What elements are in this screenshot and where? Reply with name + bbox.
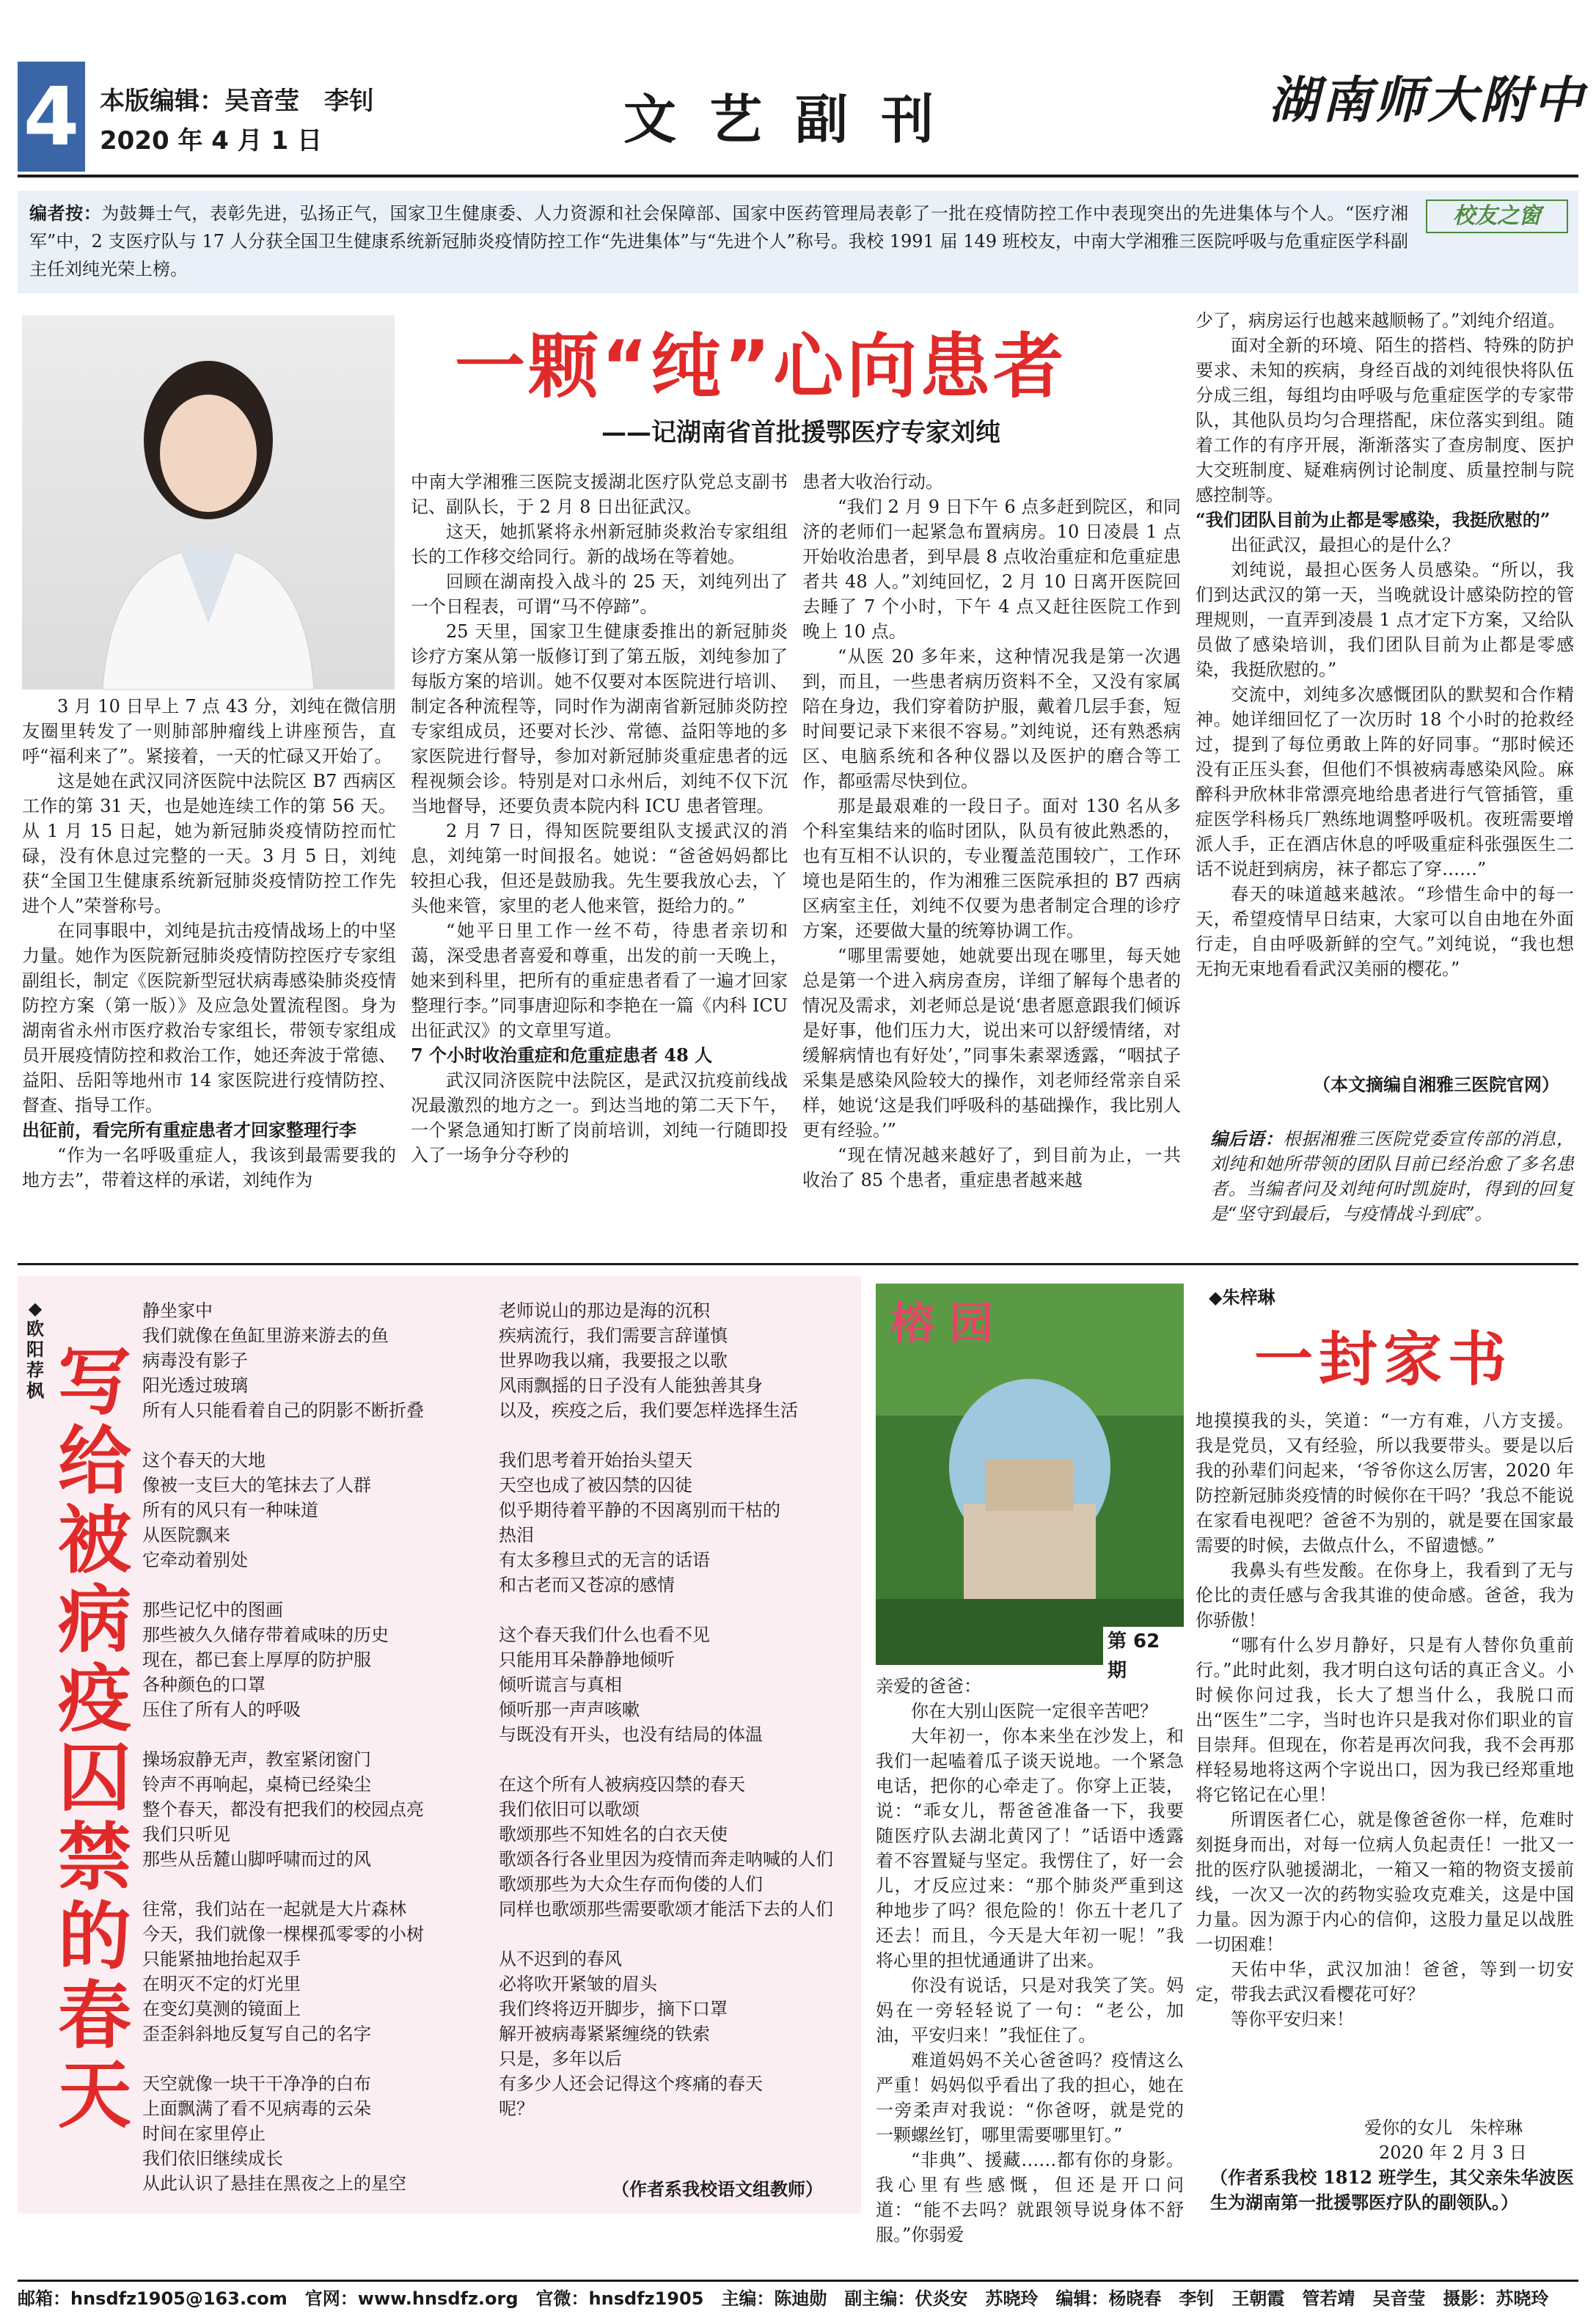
poem-line: 与既没有开头，也没有结局的体温 [499, 1724, 763, 1745]
paragraph: “现在情况越来越好了，到目前为止，一共收治了 85 个患者，重症患者越来越 [802, 1145, 1181, 1190]
poem-line: 热泪 [499, 1525, 534, 1545]
poem-line: 在明灭不定的灯光里 [142, 1974, 301, 1994]
doctor-portrait-image [22, 315, 395, 689]
paragraph: “我们 2 月 9 日下午 6 点多赶到院区，和同济的老师们一起紧急布置病房。10 日凌晨 1 点开始收治患者，到早晨 8 点收治重症和危重症患者共 48 人。”刘纯回忆，2 月 10 日离开医院回去睡了 7 个小时，下午 4 点又赶往医院工作到晚上 10 点。 [802, 497, 1181, 642]
paragraph: 回顾在湖南投入战斗的 25 天，刘纯列出了一个日程表，可谓“马不停蹄”。 [411, 571, 788, 617]
poem-stanza [142, 1597, 494, 1722]
poem-line: 疾病流行，我们需要言辞谨慎 [499, 1325, 728, 1346]
letter-title-box [1210, 1320, 1574, 1401]
letter-sign-name: 爱你的女儿 朱梓琳 [1364, 2117, 1523, 2138]
paragraph: 患者大收治行动。 [802, 472, 943, 492]
letter-note: （作者系我校 1812 班学生，其父亲朱华波医生为湖南第一批援鄂医疗队的副领队。） [1210, 2167, 1574, 2213]
poem-stanza [499, 1448, 858, 1597]
diamond-icon: ◆ [28, 1298, 43, 1319]
poem-line: 时间在家里停止 [142, 2123, 266, 2144]
poem-line: 只是，多年以后 [499, 2049, 622, 2069]
editors: 本版编辑：吴音莹 李钊 [100, 87, 374, 116]
poem-line: 同样也歌颂那些需要歌颂才能活下去的人们 [499, 1899, 833, 1919]
section-divider [18, 1263, 1578, 1265]
photo-caption-title: 榕园 [890, 1298, 1008, 1350]
editor-note-text [29, 200, 1408, 283]
paragraph: 25 天里，国家卫生健康委推出的新冠肺炎诊疗方案从第一版修订到了第五版，刘纯参加了每版方案的培训。她不仅要对本医院进行培训、制定各种流程等，同时作为湖南省新冠肺炎防控专家组成员，还要对长沙、常德、益阳等地的多家医院进行督导，参加对新冠肺炎重症患者的远程视频会诊。特别是对口永州后，刘纯不仅下沉当地督导，还要负责本院内科 ICU 患者管理。 [411, 621, 788, 816]
paragraph: 在同事眼中，刘纯是抗击疫情战场上的中坚力量。她作为医院新冠肺炎疫情防控医疗专家组副组长，制定《医院新型冠状病毒感染肺炎疫情防控方案（第一版）》及应急处置流程图。身为湖南省永州市医疗救治专家组长，带领专家组成员开展疫情防控和救治工作，她还奔波于常德、益阳、岳阳等地州市 14 家医院进行疫情防控、督查、指导工作。 [22, 920, 396, 1116]
poem-line: 压住了所有人的呼吸 [142, 1699, 301, 1720]
paragraph: “从医 20 多年来，这种情况我是第一次遇到，而且，一些患者病历资料不全，又没有家属陪在身边，我们穿着防护服，戴着几层手套，短时间要记录下来很不容易。”刘纯说，还有熟悉病区、电脑系统和各种仪器以及医护的磨合等工作，都亟需尽快到位。 [802, 646, 1181, 791]
poem-line: 和古老而又苍凉的感情 [499, 1575, 675, 1595]
poem-col-2 [499, 1298, 858, 2146]
poem-line: 有多少人还会记得这个疼痛的春天 [499, 2073, 763, 2094]
masthead [0, 0, 1596, 183]
poem-line: 操场寂静无声，教室紧闭窗门 [142, 1749, 371, 1770]
poem-line: 只能用耳朵静静地倾听 [499, 1650, 675, 1670]
letter-author [1209, 1285, 1275, 1310]
poem-line: 这个春天我们什么也看不见 [499, 1625, 710, 1645]
paragraph: “哪有什么岁月静好，只是有人替你负重前行。”此时此刻，我才明白这句话的真正含义。小时候你问过我，长大了想当什么，我脱口而出“医生”二字，当时也许只是我对你们职业的盲目崇拜。但现在，你若是再次问我，我不会再那样轻易地将这两个字说出口，因为我已经郑重地将它铭记在心里！ [1196, 1635, 1574, 1805]
poem-line: 这个春天的大地 [142, 1450, 266, 1471]
poem-line: 世界吻我以痛，我要报之以歌 [499, 1350, 728, 1371]
poem-line: 我们依旧可以歌颂 [499, 1799, 640, 1820]
paragraph: 中南大学湘雅三医院支援湖北医疗队党总支副书记、副队长，于 2 月 8 日出征武汉。 [411, 472, 788, 517]
poem-line: 有太多穆旦式的无言的话语 [499, 1550, 710, 1570]
poem-line: 现在，都已套上厚厚的防护服 [142, 1650, 371, 1670]
poem-line: 上面飘满了看不见病毒的云朵 [142, 2098, 371, 2119]
poem-line: 我们思考着开始抬头望天 [499, 1450, 692, 1471]
postscript-label: 编后语： [1210, 1128, 1284, 1149]
poem-line: 我们只听见 [142, 1824, 230, 1845]
paragraph: 那是最艰难的一段日子。面对 130 名从多个科室集结来的临时团队，队员有彼此熟悉的，也有互相不认识的，专业覆盖范围较广，工作环境也是陌生的，作为湘雅三医院承担的 B7 西病区病室主任，刘纯不仅要为患者制定合理的诊疗方案，还要做大量的统筹协调工作。 [802, 796, 1181, 941]
poem-author [22, 1298, 48, 1401]
poem-line: 所有人只能看着自己的阴影不断折叠 [142, 1400, 424, 1421]
poem-stanza [142, 1298, 494, 1423]
poem-line: 只能紧抽地抬起双手 [142, 1949, 301, 1969]
section-heading: “我们团队目前为止都是零感染，我挺欣慰的” [1196, 509, 1551, 530]
paragraph: 交流中，刘纯多次感慨团队的默契和合作精神。她详细回忆了一次历时 18 个小时的抢救经过，提到了每位勇敢上阵的好同事。“那时候还没有正压头套，但他们不惧被病毒感染风险。麻醉科尹欣林非常漂亮地给患者进行气管插管，重症医学科杨兵厂熟练地调整呼吸机。夜班需要增派人手，正在酒店休息的呼吸重症科张强医生二话不说赶到病房，袜子都忘了穿……” [1196, 684, 1574, 879]
paragraph: 出征武汉，最担心的是什么？ [1231, 535, 1460, 555]
paragraph: 刘纯说，最担心医务人员感染。“所以，我们到达武汉的第一天，当晚就设计感染防控的管理规则，一直弄到凌晨 1 点才定下方案，又给队员做了感染培训，我们团队目前为止都是零感染，我挺欣慰的。” [1196, 560, 1574, 680]
issue-number: 第 62 期 [1103, 1627, 1184, 1685]
paragraph: 大年初一，你本来坐在沙发上，和我们一起嗑着瓜子谈天说地。一个紧急电话，把你的心牵走了。你穿上正装，说：“乖女儿，帮爸爸准备一下，我要随医疗队去湖北黄冈了！”话语中透露着不容置疑与坚定。我愣住了，好一会儿，才反应过来：“那个肺炎严重到这种地步了吗？很危险的！你五十老几了还去！而且，今天是大年初一呢！”我将心里的担忧通通讲了出来。 [876, 1726, 1184, 1971]
poem-line: 从此认识了悬挂在黑夜之上的星空 [142, 2173, 406, 2194]
poem-line: 像被一支巨大的笔抹去了人群 [142, 1475, 371, 1496]
paragraph: 面对全新的环境、陌生的搭档、特殊的防护要求、未知的疾病，身经百战的刘纯很快将队伍分成三组，每组均由呼吸与危重症医学的专家带队，其他队员均匀合理搭配，床位落实到组。随着工作的有序开展，渐渐落实了查房制度、医护大交班制度、疑难病例讨论制度、质量控制与院感控制等。 [1196, 335, 1574, 505]
poem-stanza [499, 1298, 858, 1423]
poem-line: 它牵动着别处 [142, 1550, 248, 1570]
poem-stanza [142, 2071, 494, 2196]
poem-col-1 [142, 1298, 494, 2221]
section-title: 文 艺 副 刊 [623, 88, 942, 150]
masthead-rule [18, 175, 1578, 177]
poem-line: 那些从岳麓山脚呼啸而过的风 [142, 1849, 371, 1870]
paragraph: 你在大别山医院一定很辛苦吧？ [911, 1701, 1157, 1721]
article-title: 一颗“纯”心向患者 [455, 326, 1067, 408]
poem-line: 歌颂那些不知姓名的白衣天使 [499, 1824, 728, 1845]
section-heading: 7 个小时收治重症和危重症患者 48 人 [411, 1044, 713, 1066]
poem-line: 各种颜色的口罩 [142, 1674, 266, 1695]
letter-sign-date: 2020 年 2 月 3 日 [1379, 2142, 1527, 2163]
paragraph: 3 月 10 日早上 7 点 43 分，刘纯在微信朋友圈里转发了一则肺部肿瘤线上讲座预告，直呼“福利来了”。紧接着，一天的忙碌又开始了。 [22, 696, 396, 766]
poem-line: 必将吹开紧皱的眉头 [499, 1974, 657, 1994]
poem-line: 整个春天，都没有把我们的校园点亮 [142, 1799, 424, 1820]
poem-line: 静坐家中 [142, 1300, 213, 1321]
paragraph: “哪里需要她，她就要出现在哪里，每天她总是第一个进入病房查房，详细了解每个患者的情况及需求，刘老师总是说‘患者愿意跟我们倾诉是好事，他们压力大，说出来可以舒缓情绪，对缓解病情也有好处’，”同事朱素翠透露，“咽拭子采集是感染风险较大的操作，刘老师经常亲自采样，她说‘这是我们呼吸科的基础操作，我比别人更有经验。’” [802, 945, 1181, 1141]
poem-line: 在变幻莫测的镜面上 [142, 1999, 301, 2019]
poem-stanza [499, 1772, 858, 1922]
letter-col-right [1196, 1408, 1574, 2032]
paragraph: 等你平安归来！ [1231, 2009, 1354, 2029]
paragraph: 少了，病房运行也越来越顺畅了。”刘纯介绍道。 [1196, 310, 1566, 331]
letter-title: 一封家书 [1254, 1325, 1512, 1394]
diamond-icon: ◆ [1209, 1287, 1223, 1308]
postscript-body: 根据湘雅三医院党委宣传部的消息，刘纯和她所带领的团队目前已经治愈了多名患者。当编者问及刘纯何时凯旋时，得到的回复是“坚守到最后，与疫情战斗到底”。 [1210, 1129, 1575, 1224]
paragraph: “作为一名呼吸重症人，我该到最需要我的地方去”，带着这样的承诺，刘纯作为 [22, 1145, 396, 1190]
paragraph: 亲爱的爸爸： [876, 1676, 981, 1696]
paragraph: 难道妈妈不关心爸爸吗？疫情这么严重！妈妈似乎看出了我的担心，她在一旁柔声对我说：“你爸呀，就是党的一颗螺丝钉，哪里需要哪里钉。” [876, 2050, 1184, 2145]
poem-line: 我们就像在鱼缸里游来游去的鱼 [142, 1325, 389, 1346]
paragraph: 你没有说话，只是对我笑了笑。妈妈在一旁轻轻说了一句：“老公，加油，平安归来！”我怔住了。 [876, 1975, 1184, 2046]
footer-info: 邮箱：hnsdfz1905@163.com 官网：www.hnsdfz.org 官微：hnsdfz1905 主编：陈迪勋 副主编：伏炎安 苏晓玲 编辑：杨晓春 李钊 王朝霞 管若靖 吴音莹 摄影：苏晓玲 [18, 2288, 1549, 2309]
alumni-badge: 校友之窗 [1426, 200, 1568, 233]
poem-line: 歌颂各行各业里因为疫情而奔走呐喊的人们 [499, 1849, 833, 1870]
paragraph: 我鼻头有些发酸。在你身上，我看到了无与伦比的责任感与舍我其谁的使命感。爸爸，我为你骄傲！ [1196, 1560, 1574, 1630]
poem-line: 阳光透过玻璃 [142, 1375, 248, 1396]
poem-stanza [499, 1622, 858, 1747]
footer-rule [18, 2280, 1578, 2282]
campus-photo [876, 1284, 1184, 1682]
letter-col-left [876, 1674, 1184, 2247]
poem-line: 似乎期待着平静的不因离别而干枯的 [499, 1500, 780, 1520]
letter-author-name: 朱梓琳 [1222, 1287, 1275, 1308]
poem-line: 老师说山的那边是海的沉积 [499, 1300, 710, 1321]
paragraph: 2 月 7 日，得知医院要组队支援武汉的消息，刘纯第一时间报名。她说：“爸爸妈妈都比较担心我，但还是鼓励我。先生要我放心去，丫头他来管，家里的老人他来管，挺给力的。” [411, 821, 788, 916]
article-col-2 [411, 469, 788, 1168]
editor-note-body: 为鼓舞士气，表彰先进，弘扬正气，国家卫生健康委、人力资源和社会保障部、国家中医药管理局表彰了一批在疫情防控工作中表现突出的先进集体与个人。“医疗湘军”中，2 支医疗队与 17 人分获全国卫生健康系统新冠肺炎疫情防控工作“先进集体”与“先进个人”称号。我校 1991 届 149 班校友，中南大学湘雅三医院呼吸与危重症医学科副主任刘纯光荣上榜。 [29, 203, 1409, 279]
poem-line: 那些被久久储存带着咸味的历史 [142, 1625, 389, 1645]
article-col-4 [1196, 308, 1574, 981]
paragraph: 所谓医者仁心，就是像爸爸你一样，危难时刻挺身而出，对每一位病人负起责任！一批又一批的医疗队驰援湖北，一箱又一箱的物资支援前线，一次又一次的药物实验攻克难关，这是中国力量。因为源于内心的信仰，这股力量足以战胜一切困难！ [1196, 1809, 1574, 1955]
postscript [1210, 1127, 1574, 1226]
poem-stanza [142, 1747, 494, 1872]
poem-line: 以及，疾疫之后，我们要怎样选择生活 [499, 1400, 798, 1421]
paragraph: 武汉同济医院中法院区，是武汉抗疫前线战况最激烈的地方之一。到达当地的第二天下午，一个紧急通知打断了岗前培训，刘纯一行随即投入了一场争分夺秒的 [411, 1070, 788, 1165]
poem-line: 病毒没有影子 [142, 1350, 248, 1371]
school-logo: 湖南师大附中 [1269, 71, 1586, 130]
poem-line: 风雨飘摇的日子没有人能独善其身 [499, 1375, 763, 1396]
portrait-photo [22, 315, 395, 689]
paragraph: “非典”、援藏……都有你的身影。我心里有些感慨，但还是开口问道：“能不去吗？就跟领导说身体不舒服。”你弱爱 [876, 2150, 1184, 2245]
paragraph: 这是她在武汉同济医院中法院区 B7 西病区工作的第 31 天，也是她连续工作的第 56 天。从 1 月 15 日起，她为新冠肺炎疫情防控而忙碌，没有休息过完整的一天。3 月 5 日，刘纯获“全国卫生健康系统新冠肺炎疫情防控工作先进个人”荣誉称号。 [22, 771, 396, 916]
poem-panel [18, 1276, 861, 2214]
poem-line: 呢？ [499, 2098, 534, 2119]
poem-line: 在这个所有人被病疫囚禁的春天 [499, 1774, 745, 1795]
poem-line: 歌颂那些为大众生存而佝偻的人们 [499, 1874, 763, 1895]
poem-line: 歪歪斜斜地反复写自己的名字 [142, 2024, 371, 2044]
poem-line: 从不迟到的春风 [499, 1949, 622, 1969]
section-heading: 出征前，看完所有重症患者才回家整理行李 [22, 1119, 356, 1141]
paragraph: “她平日里工作一丝不苟，待患者亲切和蔼，深受患者喜爱和尊重，出发的前一天晚上，她来到科里，把所有的重症患者看了一遍才回家整理行李。”同事唐迎际和李艳在一篇《内科 ICU 出征武汉》的文章里写道。 [411, 920, 788, 1041]
poem-stanza [142, 1897, 494, 2046]
page-number: 4 [18, 62, 85, 172]
article-subtitle: ——记湖南省首批援鄂医疗专家刘纯 [601, 418, 1000, 447]
paragraph: 春天的味道越来越浓。“珍惜生命中的每一天，希望疫情早日结束，大家可以自由地在外面行走，自由呼吸新鲜的空气。”刘纯说，“我也想无拘无束地看看武汉美丽的樱花。” [1196, 884, 1574, 979]
paragraph: 这天，她抓紧将永州新冠肺炎救治专家组组长的工作移交给同行。新的战场在等着她。 [411, 521, 788, 567]
paragraph: 天佑中华，武汉加油！爸爸，等到一切安定，带我去武汉看樱花可好？ [1196, 1959, 1574, 2005]
poem-stanza [142, 1448, 494, 1573]
editor-note [18, 191, 1578, 293]
poem-line: 今天，我们就像一棵棵孤零零的小树 [142, 1924, 424, 1944]
article-source: （本文摘编自湘雅三医院官网） [1313, 1074, 1559, 1095]
poem-line: 天空也成了被囚禁的囚徒 [499, 1475, 692, 1496]
poem-title: 写给被病疫囚禁的春天 [58, 1339, 131, 2138]
poem-line: 所有的风只有一种味道 [142, 1500, 318, 1520]
poem-line: 我们终将迈开脚步，摘下口罩 [499, 1999, 728, 2019]
poem-signature: （作者系我校语文组教师） [612, 2178, 823, 2200]
poem-line: 天空就像一块干干净净的白布 [142, 2073, 371, 2094]
article-col-3 [802, 469, 1181, 1193]
issue-date: 2020 年 4 月 1 日 [100, 126, 323, 155]
paragraph: 地摸摸我的头，笑道：“一方有难，八方支援。我是党员，又有经验，所以我要带头。要是以后我的孙辈们问起来，‘爷爷你这么厉害，2020 年防控新冠肺炎疫情的时候你在干吗？’我总不能说在家看电视吧？爸爸不为别的，就是要在国家最需要的时候，去做点什么，不留遗憾。” [1196, 1410, 1574, 1556]
poem-line: 倾听谎言与真相 [499, 1674, 622, 1695]
poem-author-name: 欧阳荐枫 [26, 1319, 44, 1401]
poem-line: 那些记忆中的图画 [142, 1600, 283, 1620]
poem-line: 往常，我们站在一起就是大片森林 [142, 1899, 406, 1919]
poem-line: 我们依旧继续成长 [142, 2148, 283, 2169]
poem-line: 铃声不再响起，桌椅已经染尘 [142, 1774, 371, 1795]
poem-line: 从医院飘来 [142, 1525, 230, 1545]
poem-line: 解开被病毒紧紧缠绕的铁索 [499, 2024, 710, 2044]
poem-line: 倾听那一声声咳嗽 [499, 1699, 640, 1720]
article-col-1 [22, 694, 396, 1193]
poem-stanza [499, 1947, 858, 2121]
editor-note-label: 编者按： [29, 202, 102, 224]
